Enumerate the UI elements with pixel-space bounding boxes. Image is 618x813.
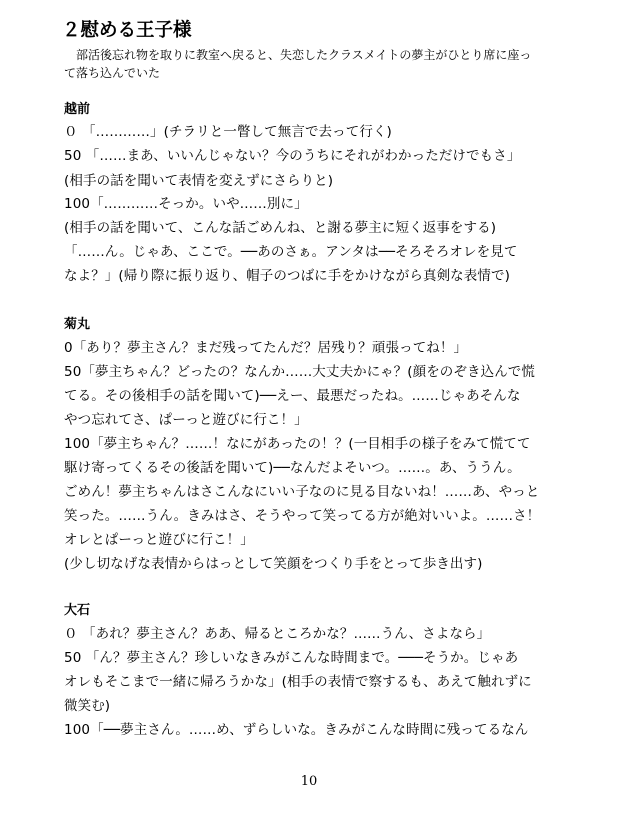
script-line: 「……ん。じゃあ、ここで。──あのさぁ。アンタは──そろそろオレを見て — [64, 244, 518, 260]
intro-line: 部活後忘れ物を取りに教室へ戻ると、失恋したクラスメイトの夢主がひとり席に座っ — [76, 48, 532, 62]
script-line: 100「──夢主さん。……め、ずらしいな。きみがこんな時間に残ってるなん — [64, 722, 529, 738]
script-line: ０ 「…………」(チラリと一瞥して無言で去って行く) — [64, 124, 392, 140]
script-line: 微笑む) — [64, 698, 111, 714]
script-line: (少し切なげな表情からはっとして笑顔をつくり手をとって歩き出す) — [64, 556, 483, 572]
section-heading-echizen: 越前 — [64, 102, 91, 117]
script-line: やつ忘れてさ、ぱーっと遊びに行こ！」 — [64, 412, 308, 428]
script-line: 50「夢主ちゃん？どったの？なんか……大丈夫かにゃ？(顔をのぞき込んで慌 — [64, 364, 536, 380]
script-line: (相手の話を聞いて、こんな話ごめんね、と謝る夢主に短く返事をする) — [64, 220, 497, 236]
script-line: (相手の話を聞いて表情を変えずにさらりと) — [64, 173, 334, 189]
script-line: 100「…………そっか。いや……別に」 — [64, 196, 308, 212]
script-line: オレもそこまで一緒に帰ろうかな」(相手の表情で察するも、あえて触れずに — [64, 674, 532, 690]
section-heading-kikumaru: 菊丸 — [64, 317, 91, 332]
page-title: ２慰める王子様 — [62, 20, 192, 41]
script-line: なよ？」(帰り際に振り返り、帽子のつばに手をかけながら真剣な表情で) — [64, 268, 510, 284]
script-line: 笑った。……うん。きみはさ、そうやって笑ってる方が絶対いいよ。……さ！ — [64, 508, 541, 524]
script-line: てる。その後相手の話を聞いて)──えー、最悪だったね。……じゃあそんな — [64, 388, 521, 404]
script-line: ごめん！夢主ちゃんはさこんなにいい子なのに見る目ないね！……あ、やっと — [64, 484, 540, 500]
script-line: オレとぱーっと遊びに行こ！」 — [64, 532, 254, 548]
script-line: 駆け寄ってくるその後話を聞いて)──なんだよそいつ。……。あ、ううん。 — [64, 460, 521, 476]
script-line: 50 「ん？夢主さん？珍しいなきみがこんな時間まで。───そうか。じゃあ — [64, 650, 519, 666]
script-line: 50 「……まあ、いいんじゃない？今のうちにそれがわかっただけでもさ」 — [64, 148, 521, 164]
section-heading-oishi: 大石 — [64, 603, 91, 618]
script-line: 0「あり？夢主さん？まだ残ってたんだ？居残り？頑張ってね！」 — [64, 340, 468, 356]
page-number: 10 — [300, 774, 318, 789]
script-line: ０ 「あれ？夢主さん？ああ、帰るところかな？……うん、さよなら」 — [64, 626, 491, 642]
script-line: 100「夢主ちゃん？……！なにがあったの！？(一目相手の様子をみて慌てて — [64, 436, 531, 452]
intro-line: て落ち込んでいた — [64, 66, 161, 80]
